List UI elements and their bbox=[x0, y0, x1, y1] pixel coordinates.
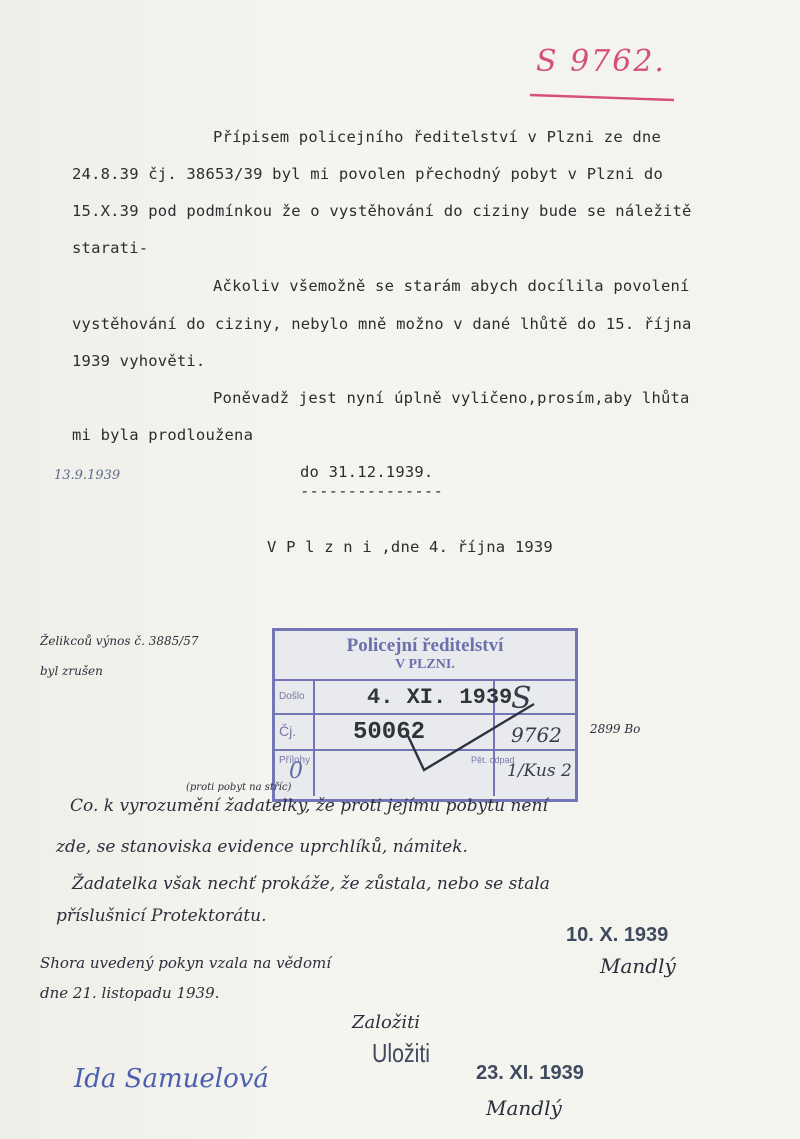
reference-underline bbox=[528, 90, 678, 104]
stamp-row3-mid-label: Pět. odpad bbox=[471, 755, 515, 765]
letter-line-1: Přípisem policejního ředitelství v Plzni ze dne bbox=[213, 128, 661, 146]
letter-line-9: mi byla prodloužena bbox=[72, 426, 254, 444]
file-stamp: Uložiti bbox=[372, 1038, 431, 1068]
deadline-underline: --------------- bbox=[300, 482, 443, 500]
letter-line-2: 24.8.39 čj. 38653/39 byl mi povolen přechodný pobyt v Plzni do bbox=[72, 165, 663, 183]
signature-2: Mandlý bbox=[486, 1096, 562, 1120]
date-stamp-2: 23. XI. 1939 bbox=[476, 1062, 584, 1084]
letter-line-5: Ačkoliv všemožně se starám abych docílila povolení bbox=[213, 277, 690, 295]
official-note-line-3: Žadatelka však nechť prokáže, že zůstala, nebo se stala bbox=[72, 874, 550, 894]
acknowledgement-line-1: Shora uvedený pokyn vzala na vědomí bbox=[40, 954, 332, 972]
date-stamp-1: 10. X. 1939 bbox=[566, 924, 669, 946]
official-note-line-1: Co. k vyrozumění žadatelky, že proti jejímu pobytu není bbox=[70, 796, 548, 816]
stamp-row2-label: Čj. bbox=[279, 723, 297, 739]
check-mark bbox=[400, 700, 540, 780]
stamp-handwritten-initial: S bbox=[511, 681, 532, 716]
left-note-line-1: Želikcoů výnos č. 3885/57 bbox=[40, 634, 199, 648]
stamp-title-1: Policejní ředitelství bbox=[346, 635, 504, 656]
stamp-row3-label: Přílohy bbox=[279, 755, 311, 766]
stamp-row1-label: Došlo bbox=[279, 691, 305, 702]
official-note-line-4: příslušnicí Protektorátu. bbox=[56, 906, 267, 926]
deadline: do 31.12.1939. bbox=[300, 463, 434, 481]
stamp-file-number: 50062 bbox=[353, 719, 426, 746]
signature-1: Mandlý bbox=[600, 954, 676, 978]
stamp-col-1 bbox=[313, 679, 315, 796]
applicant-signature: Ida Samuelová bbox=[74, 1064, 269, 1094]
official-note-insert: (proti pobyt na stříc) bbox=[186, 782, 292, 793]
margin-date: 13.9.1939 bbox=[54, 468, 121, 483]
place-date: V P l z n i ,dne 4. října 1939 bbox=[267, 538, 553, 556]
stamp-handwritten-attachments: 0 bbox=[289, 759, 303, 784]
letter-line-4: starati- bbox=[72, 239, 149, 257]
official-note-line-2: zde, se stanoviska evidence uprchlíků, námitek. bbox=[56, 837, 468, 857]
letter-line-3: 15.X.39 pod podmínkou že o vystěhování do ciziny bude se náležitě bbox=[72, 202, 692, 220]
stamp-handwritten-extra: 2899 Bo bbox=[590, 722, 641, 736]
zalim-note: Založiti bbox=[352, 1012, 421, 1033]
letter-line-8: Poněvadž jest nyní úplně vyličeno,prosím,aby lhůta bbox=[213, 389, 690, 407]
left-note-line-2: byl zrušen bbox=[40, 664, 103, 678]
reference-number: S 9762. bbox=[536, 44, 666, 79]
letter-line-6: vystěhování do ciziny, nebylo mně možno v dané lhůtě do 15. října bbox=[72, 315, 692, 333]
letter-line-7: 1939 vyhověti. bbox=[72, 352, 206, 370]
acknowledgement-line-2: dne 21. listopadu 1939. bbox=[40, 984, 220, 1002]
stamp-handwritten-slash: 1/Kus 2 bbox=[507, 761, 572, 781]
stamp-title-2: V PLZNI. bbox=[395, 657, 455, 672]
stamp-received-date: 4. XI. 1939 bbox=[367, 685, 513, 710]
stamp-handwritten-ref: 9762 bbox=[511, 723, 562, 747]
